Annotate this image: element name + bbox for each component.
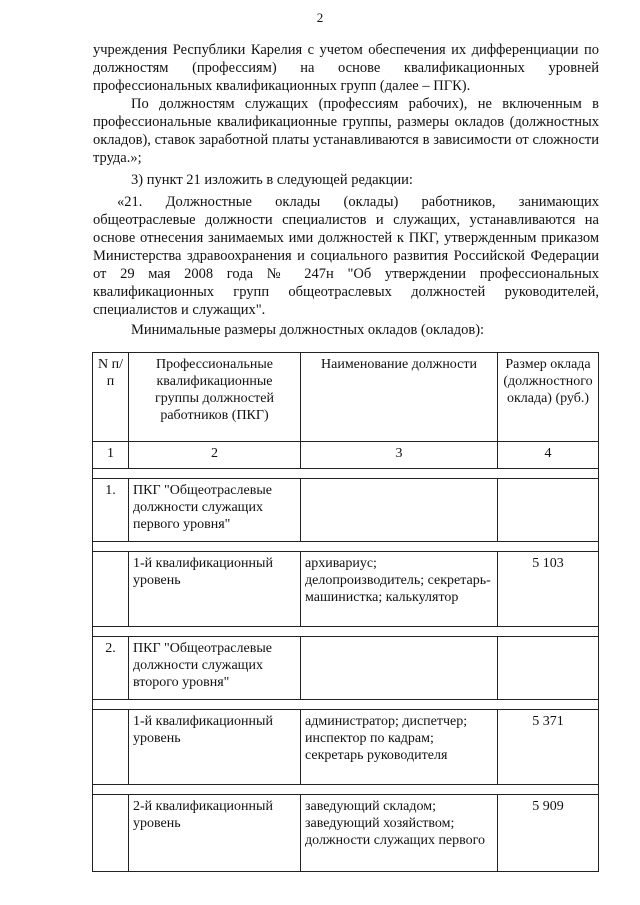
row-num bbox=[93, 795, 129, 872]
header-group: Профессиональные квалификационные группы должностей работников (ПКГ) bbox=[129, 353, 301, 442]
col-number: 4 bbox=[498, 442, 599, 469]
row-positions: заведующий складом; заведующий хозяйством; должности служащих первого bbox=[301, 795, 498, 872]
table-row bbox=[93, 479, 599, 542]
paragraph-4: «21. Должностные оклады (оклады) работников, занимающих общеотраслевые должности специалистов и служащих, устанавливаются на основе отнесения занимаемых ими должностей к ПКГ, утвержденным приказом Министерства здравоохранения и социального развития Российской Федерации от 29 мая 2008 года № 247н "Об утверждении профессиональных квалификационных групп общеотраслевых должностей руководителей, специалистов и служащих". bbox=[93, 194, 599, 318]
header-num: N п/п bbox=[93, 353, 129, 442]
table-header-row bbox=[93, 353, 599, 442]
row-num bbox=[93, 552, 129, 627]
row-salary: 5 103 bbox=[498, 552, 599, 627]
column-numbers-row bbox=[93, 442, 599, 469]
row-num: 1. bbox=[93, 479, 129, 542]
paragraph-1: учреждения Республики Карелия с учетом обеспечения их дифференциации по должностям (профессиям) на основе квалификационных уровней профессиональных квалификационных групп (далее – ПГК). bbox=[93, 42, 599, 94]
header-position: Наименование должности bbox=[301, 353, 498, 442]
table-caption: Минимальные размеры должностных окладов (окладов): bbox=[131, 322, 485, 338]
col-number: 3 bbox=[301, 442, 498, 469]
table-row bbox=[93, 710, 599, 785]
row-num: 2. bbox=[93, 637, 129, 700]
row-salary: 5 371 bbox=[498, 710, 599, 785]
salary-table bbox=[92, 352, 599, 872]
header-salary: Размер оклада (должностного оклада) (руб.) bbox=[498, 353, 599, 442]
table-row bbox=[93, 637, 599, 700]
page-number: 2 bbox=[316, 10, 324, 25]
row-positions: архивариус; делопроизводитель; секретарь-машинистка; калькулятор bbox=[301, 552, 498, 627]
row-salary bbox=[498, 637, 599, 700]
row-positions bbox=[301, 637, 498, 700]
table-row bbox=[93, 795, 599, 872]
row-group: 2-й квалификационный уровень bbox=[129, 795, 301, 872]
table-row bbox=[93, 552, 599, 627]
row-salary bbox=[498, 479, 599, 542]
paragraph-3: 3) пункт 21 изложить в следующей редакции: bbox=[131, 172, 413, 188]
col-number: 2 bbox=[129, 442, 301, 469]
row-salary: 5 909 bbox=[498, 795, 599, 872]
row-positions: администратор; диспетчер; инспектор по кадрам; секретарь руководителя bbox=[301, 710, 498, 785]
paragraph-2: По должностям служащих (профессиям рабочих), не включенным в профессиональные квалификационные группы, размеры окладов (должностных окладов), ставок заработной платы устанавливаются в зависимости от сложности труда.»; bbox=[93, 96, 599, 166]
row-group: 1-й квалификационный уровень bbox=[129, 552, 301, 627]
row-num bbox=[93, 710, 129, 785]
col-number: 1 bbox=[93, 442, 129, 469]
row-group: 1-й квалификационный уровень bbox=[129, 710, 301, 785]
row-positions bbox=[301, 479, 498, 542]
row-group: ПКГ "Общеотраслевые должности служащих первого уровня" bbox=[129, 479, 301, 542]
document-body bbox=[93, 41, 599, 339]
row-group: ПКГ "Общеотраслевые должности служащих второго уровня" bbox=[129, 637, 301, 700]
